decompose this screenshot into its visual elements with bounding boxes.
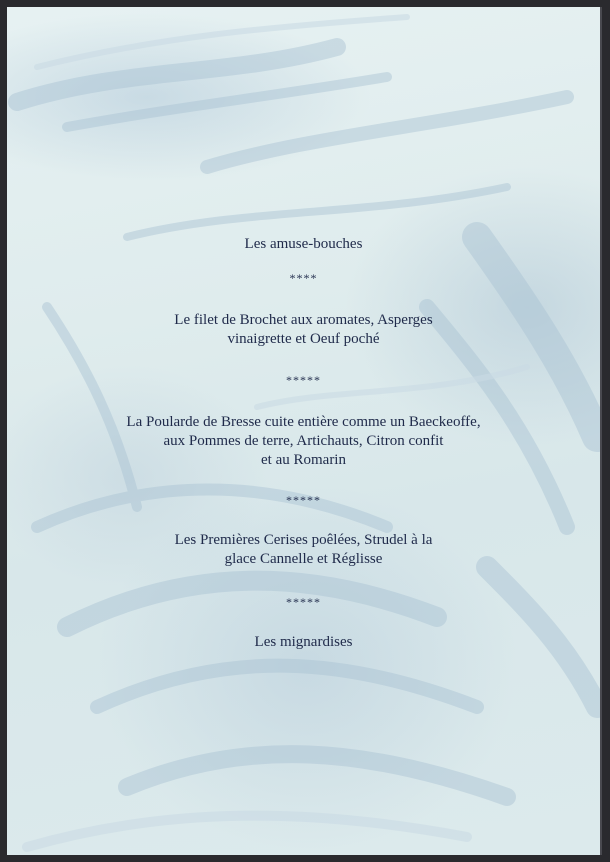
separator: ***** bbox=[286, 373, 321, 387]
course-mignardises: Les mignardises bbox=[254, 634, 353, 650]
course-cerises-line-2: glace Cannelle et Réglisse bbox=[224, 551, 383, 567]
course-poularde-line-1: La Poularde de Bresse cuite entière comme un Baeckeoffe, bbox=[126, 414, 481, 430]
separator: ***** bbox=[286, 493, 321, 507]
course-brochet-line-1: Le filet de Brochet aux aromates, Asperges bbox=[174, 312, 433, 328]
course-brochet-line-2: vinaigrette et Oeuf poché bbox=[227, 331, 380, 347]
course-cerises-line-1: Les Premières Cerises poêlées, Strudel à la bbox=[174, 532, 433, 548]
course-amuse-bouches: Les amuse-bouches bbox=[244, 236, 363, 252]
separator: **** bbox=[289, 271, 318, 285]
course-poularde-line-2: aux Pommes de terre, Artichauts, Citron confit bbox=[163, 433, 444, 449]
separator: ***** bbox=[286, 595, 321, 609]
menu-card bbox=[7, 7, 602, 855]
course-poularde-line-3: et au Romarin bbox=[261, 452, 346, 468]
